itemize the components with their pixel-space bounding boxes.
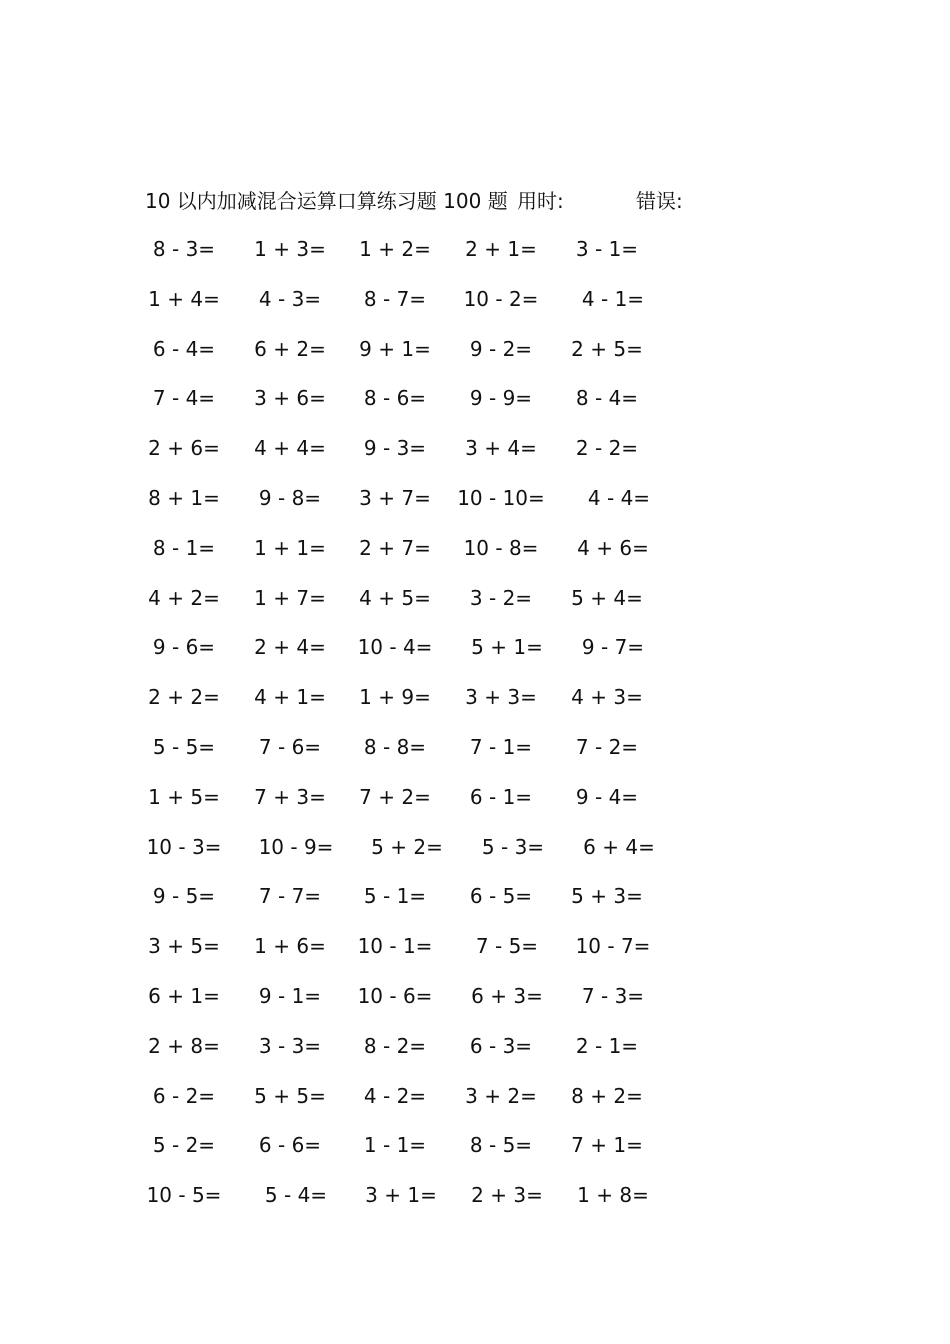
problem-item: 2 + 2= bbox=[148, 685, 220, 710]
problem-item: 4 + 5= bbox=[359, 585, 431, 610]
problem-item: 8 + 2= bbox=[571, 1083, 643, 1108]
problem-item: 8 + 1= bbox=[148, 485, 220, 510]
problem-item: 8 - 4= bbox=[575, 386, 639, 411]
problem-item: 4 - 3= bbox=[258, 286, 322, 311]
problem-row bbox=[0, 382, 950, 432]
problem-item: 4 - 1= bbox=[581, 286, 645, 311]
problem-item: 2 - 1= bbox=[575, 1033, 639, 1058]
problem-item: 4 + 6= bbox=[577, 535, 649, 560]
problem-item: 1 + 4= bbox=[148, 286, 220, 311]
problem-item: 10 - 4= bbox=[357, 635, 433, 660]
problem-item: 3 - 3= bbox=[258, 1033, 322, 1058]
problem-item: 1 + 7= bbox=[254, 585, 326, 610]
problem-item: 2 + 3= bbox=[471, 1183, 543, 1208]
problem-item: 10 - 1= bbox=[357, 934, 433, 959]
problem-item: 5 + 4= bbox=[571, 585, 643, 610]
problem-item: 6 + 3= bbox=[471, 983, 543, 1008]
problem-row bbox=[0, 532, 950, 582]
worksheet-title: 10 以内加减混合运算口算练习题 100 题 bbox=[145, 189, 508, 213]
problem-item: 3 + 2= bbox=[465, 1083, 537, 1108]
problem-item: 2 + 8= bbox=[148, 1033, 220, 1058]
problem-item: 6 - 6= bbox=[258, 1133, 322, 1158]
problem-item: 9 - 8= bbox=[258, 485, 322, 510]
problem-item: 6 - 1= bbox=[469, 784, 533, 809]
problem-item: 7 - 4= bbox=[152, 386, 216, 411]
problem-item: 10 - 8= bbox=[463, 535, 539, 560]
problem-item: 2 - 2= bbox=[575, 436, 639, 461]
problem-row bbox=[0, 482, 950, 532]
problem-item: 10 - 5= bbox=[146, 1183, 222, 1208]
problem-item: 9 - 1= bbox=[258, 983, 322, 1008]
problem-item: 5 + 3= bbox=[571, 884, 643, 909]
errors-label: 错误: bbox=[636, 189, 683, 213]
problem-item: 3 + 6= bbox=[254, 386, 326, 411]
problem-item: 7 + 2= bbox=[359, 784, 431, 809]
problem-item: 6 + 4= bbox=[583, 834, 655, 859]
problem-item: 6 - 2= bbox=[152, 1083, 216, 1108]
problem-item: 3 + 4= bbox=[465, 436, 537, 461]
problem-item: 7 - 3= bbox=[581, 983, 645, 1008]
problem-item: 1 + 6= bbox=[254, 934, 326, 959]
problem-item: 8 - 6= bbox=[363, 386, 427, 411]
problem-item: 1 + 8= bbox=[577, 1183, 649, 1208]
problem-item: 3 + 5= bbox=[148, 934, 220, 959]
problem-item: 8 - 7= bbox=[363, 286, 427, 311]
problem-item: 6 - 4= bbox=[152, 336, 216, 361]
problem-item: 10 - 9= bbox=[258, 834, 334, 859]
problem-item: 4 + 1= bbox=[254, 685, 326, 710]
problem-item: 7 - 2= bbox=[575, 734, 639, 759]
problem-item: 3 + 3= bbox=[465, 685, 537, 710]
problem-grid bbox=[0, 233, 950, 1229]
problem-row bbox=[0, 233, 950, 283]
problem-row bbox=[0, 980, 950, 1030]
problem-item: 8 - 1= bbox=[152, 535, 216, 560]
problem-item: 6 - 3= bbox=[469, 1033, 533, 1058]
problem-item: 7 + 1= bbox=[571, 1133, 643, 1158]
problem-item: 10 - 6= bbox=[357, 983, 433, 1008]
problem-item: 10 - 10= bbox=[457, 485, 545, 510]
problem-item: 5 - 2= bbox=[152, 1133, 216, 1158]
problem-item: 5 - 3= bbox=[481, 834, 545, 859]
problem-item: 2 + 1= bbox=[465, 237, 537, 261]
problem-item: 8 - 8= bbox=[363, 734, 427, 759]
problem-item: 4 - 4= bbox=[587, 485, 651, 510]
problem-item: 7 - 6= bbox=[258, 734, 322, 759]
problem-item: 6 + 1= bbox=[148, 983, 220, 1008]
problem-item: 1 + 2= bbox=[359, 237, 431, 261]
problem-item: 1 - 1= bbox=[363, 1133, 427, 1158]
problem-item: 8 - 3= bbox=[152, 237, 216, 261]
problem-item: 10 - 7= bbox=[575, 934, 651, 959]
problem-item: 3 + 7= bbox=[359, 485, 431, 510]
problem-row bbox=[0, 681, 950, 731]
problem-item: 9 + 1= bbox=[359, 336, 431, 361]
problem-item: 1 + 3= bbox=[254, 237, 326, 261]
problem-item: 5 + 2= bbox=[371, 834, 443, 859]
problem-item: 9 - 5= bbox=[152, 884, 216, 909]
problem-item: 5 + 5= bbox=[254, 1083, 326, 1108]
problem-item: 9 - 6= bbox=[152, 635, 216, 660]
problem-item: 7 - 1= bbox=[469, 734, 533, 759]
problem-item: 4 - 2= bbox=[363, 1083, 427, 1108]
problem-item: 9 - 9= bbox=[469, 386, 533, 411]
problem-item: 6 - 5= bbox=[469, 884, 533, 909]
problem-row bbox=[0, 631, 950, 681]
problem-row bbox=[0, 831, 950, 881]
problem-row bbox=[0, 1179, 950, 1229]
problem-row bbox=[0, 333, 950, 383]
problem-item: 7 - 5= bbox=[475, 934, 539, 959]
problem-item: 3 - 2= bbox=[469, 585, 533, 610]
problem-item: 9 - 7= bbox=[581, 635, 645, 660]
problem-item: 9 - 4= bbox=[575, 784, 639, 809]
problem-item: 9 - 3= bbox=[363, 436, 427, 461]
problem-item: 4 + 3= bbox=[571, 685, 643, 710]
problem-item: 2 + 5= bbox=[571, 336, 643, 361]
problem-item: 8 - 2= bbox=[363, 1033, 427, 1058]
problem-item: 5 - 5= bbox=[152, 734, 216, 759]
problem-row bbox=[0, 1080, 950, 1130]
problem-item: 3 - 1= bbox=[575, 237, 639, 261]
problem-item: 7 - 7= bbox=[258, 884, 322, 909]
problem-item: 5 - 1= bbox=[363, 884, 427, 909]
problem-item: 5 + 1= bbox=[471, 635, 543, 660]
problem-row bbox=[0, 283, 950, 333]
problem-item: 2 + 7= bbox=[359, 535, 431, 560]
problem-row bbox=[0, 731, 950, 781]
problem-row bbox=[0, 880, 950, 930]
problem-item: 10 - 3= bbox=[146, 834, 222, 859]
problem-item: 4 + 4= bbox=[254, 436, 326, 461]
problem-row bbox=[0, 432, 950, 482]
problem-item: 2 + 6= bbox=[148, 436, 220, 461]
problem-item: 8 - 5= bbox=[469, 1133, 533, 1158]
problem-row bbox=[0, 781, 950, 831]
problem-item: 1 + 9= bbox=[359, 685, 431, 710]
problem-item: 7 + 3= bbox=[254, 784, 326, 809]
problem-item: 3 + 1= bbox=[365, 1183, 437, 1208]
problem-row bbox=[0, 1030, 950, 1080]
problem-item: 2 + 4= bbox=[254, 635, 326, 660]
problem-item: 1 + 5= bbox=[148, 784, 220, 809]
worksheet-header bbox=[0, 186, 950, 216]
problem-item: 4 + 2= bbox=[148, 585, 220, 610]
problem-item: 5 - 4= bbox=[264, 1183, 328, 1208]
problem-item: 6 + 2= bbox=[254, 336, 326, 361]
time-used-label: 用时: bbox=[517, 189, 564, 213]
problem-item: 9 - 2= bbox=[469, 336, 533, 361]
problem-row bbox=[0, 582, 950, 632]
problem-row bbox=[0, 1129, 950, 1179]
problem-item: 10 - 2= bbox=[463, 286, 539, 311]
problem-item: 1 + 1= bbox=[254, 535, 326, 560]
problem-row bbox=[0, 930, 950, 980]
